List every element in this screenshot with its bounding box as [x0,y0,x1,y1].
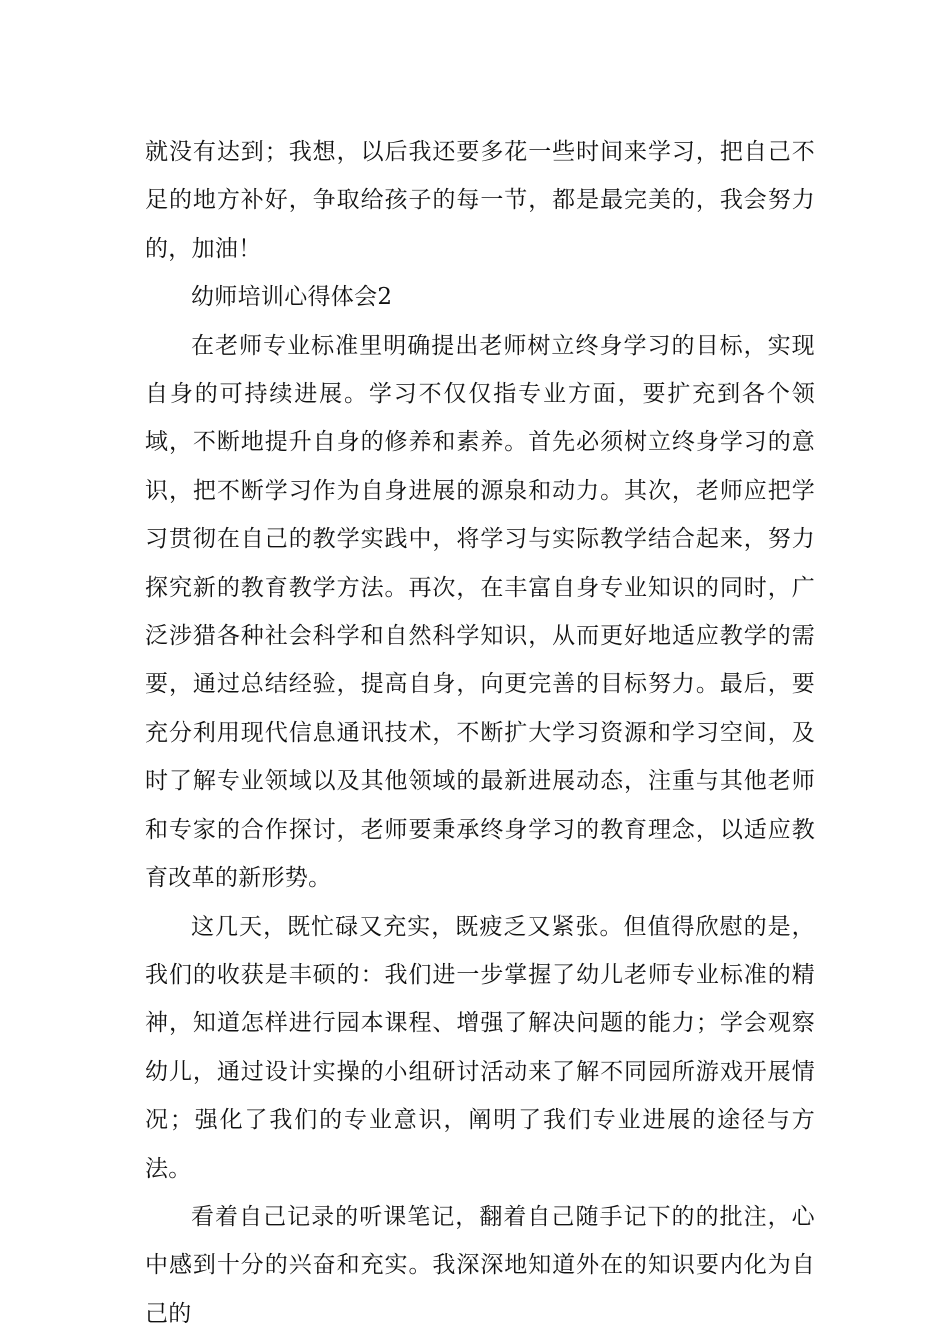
paragraph-1: 在老师专业标准里明确提出老师树立终身学习的目标，实现自身的可持续进展。学习不仅仅指专业方面，要扩充到各个领域，不断地提升自身的修养和素养。首先必须树立终身学习的意识，把不断学习作为自身进展的源泉和动力。其次，老师应把学习贯彻在自己的教学实践中，将学习与实际教学结合起来，努力探究新的教育教学方法。再次，在丰富自身专业知识的同时，广泛涉猎各种社会科学和自然科学知识，从而更好地适应教学的需要，通过总结经验，提高自身，向更完善的目标努力。最后，要充分利用现代信息通讯技术，不断扩大学习资源和学习空间，及时了解专业领域以及其他领域的最新进展动态，注重与其他老师和专家的合作探讨，老师要秉承终身学习的教育理念，以适应教育改革的新形势。 [145,332,815,892]
paragraph-2: 这几天，既忙碌又充实，既疲乏又紧张。但值得欣慰的是，我们的收获是丰硕的：我们进一步掌握了幼儿老师专业标准的精神，知道怎样进行园本课程、增强了解决问题的能力；学会观察幼儿，通过设计实操的小组研讨活动来了解不同园所游戏开展情况；强化了我们的专业意识，阐明了我们专业进展的途径与方法。 [145,913,815,1182]
document-body [145,128,815,1338]
continuation-paragraph: 就没有达到；我想，以后我还要多花一些时间来学习，把自己不足的地方补好，争取给孩子的每一节，都是最完美的，我会努力的，加油！ [145,139,815,262]
paragraph-3: 看着自己记录的听课笔记，翻着自己随手记下的的批注，心中感到十分的兴奋和充实。我深深地知道外在的知识要内化为自己的 [145,1203,815,1327]
section-title: 幼师培训心得体会2 [191,284,393,311]
